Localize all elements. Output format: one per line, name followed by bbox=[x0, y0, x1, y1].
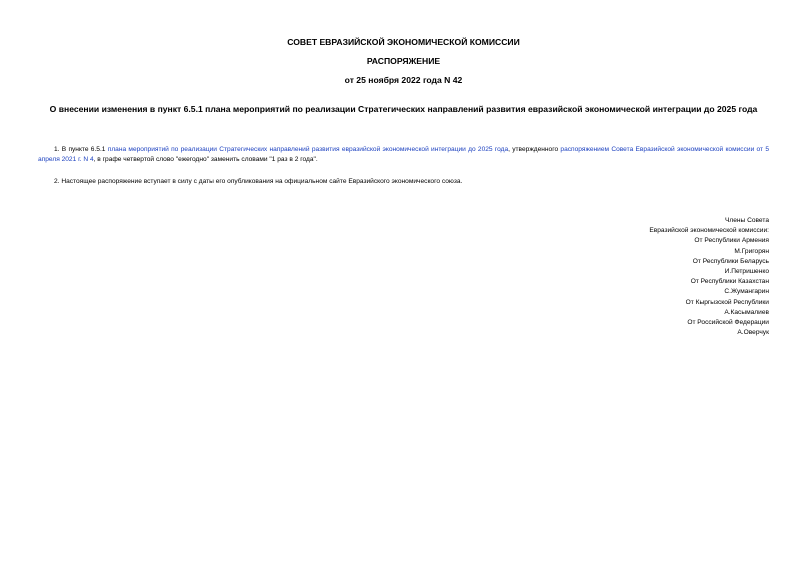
paragraph-1-suffix: , в графе четвертой слово "ежегодно" заменить словами "1 раз в 2 года". bbox=[93, 156, 318, 163]
council-heading: СОВЕТ ЕВРАЗИЙСКОЙ ЭКОНОМИЧЕСКОЙ КОМИССИИ bbox=[287, 37, 520, 47]
signature-country: От Республики Беларусь bbox=[692, 257, 769, 265]
order-link[interactable]: распоряжением Совета Евразийской экономической комиссии от 5 апреля 2021 г. N 4 bbox=[38, 146, 770, 163]
signature-country: От Российской Федерации bbox=[687, 319, 769, 327]
signature-heading-1: Члены Совета bbox=[724, 217, 769, 224]
signature-name: И.Петришенко bbox=[724, 268, 769, 276]
document-type: РАСПОРЯЖЕНИЕ bbox=[366, 56, 441, 66]
plan-link[interactable]: плана мероприятий по реализации Стратегических направлений развития евразийской экономической интеграции до 2025 года bbox=[107, 146, 509, 153]
signature-name: А.Оверчук bbox=[737, 329, 769, 337]
signature-country: От Республики Казахстан bbox=[690, 278, 769, 286]
paragraph-1-middle: , утвержденного bbox=[508, 146, 559, 153]
signature-block bbox=[649, 216, 769, 338]
signature-country: От Республики Армения bbox=[694, 237, 769, 245]
signature-name: С.Жумангарин bbox=[724, 288, 769, 296]
signature-name: А.Касымалиев bbox=[724, 308, 769, 316]
document-title: О внесении изменения в пункт 6.5.1 плана мероприятий по реализации Стратегических направлений развития евразийской экономической интеграции до 2025 года bbox=[49, 104, 758, 114]
paragraph-2-text: 2. Настоящее распоряжение вступает в силу с даты его опубликования на официальном сайте Евразийского экономического союза. bbox=[54, 178, 463, 185]
paragraph-1-prefix: 1. В пункте 6.5.1 bbox=[54, 146, 106, 153]
signature-name: М.Григорян bbox=[734, 247, 769, 255]
paragraph-1 bbox=[38, 145, 769, 165]
signature-country: От Кыргызской Республики bbox=[685, 298, 769, 306]
signature-heading-2: Евразийской экономической комиссии: bbox=[649, 227, 769, 235]
document-date-number: от 25 ноября 2022 года N 42 bbox=[344, 75, 463, 85]
paragraph-2 bbox=[38, 177, 769, 187]
